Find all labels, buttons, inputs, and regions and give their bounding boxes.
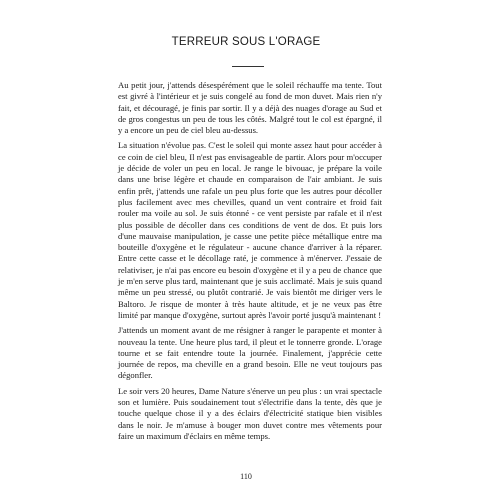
chapter-title: TERREUR SOUS L'ORAGE (171, 36, 321, 48)
paragraph: La situation n'évolue pas. C'est le soleil qui monte assez haut pour accéder à ce coin de ciel bleu, Il n'est pas envisageable de partir. Alors pour m'occuper je décide de voler un peu en local. Je range le bivouac, je prépare la voile dans une brise légère et chaude en comparaison de l'air ambiant. Je suis enfin prêt, j'attends une rafale un peu plus forte que les autres pour décoller plus facilement avec mes chevilles, quand un vent contraire et froid fait rouler ma voile au sol. Je suis étonné - ce vent persiste par rafale et il n'est plus possible de décoller dans ces conditions de vent de dos. Et puis lors d'une mauvaise manipulation, je casse une petite pièce métallique entre ma bouteille d'oxygène et le régulateur - aucune chance d'arriver à la réparer. Entre cette casse et le décollage raté, je commence à m'énerver. J'essaie de relativiser, je n'ai pas encore eu besoin d'oxygène et il y a peu de chance que je m'en serve plus tard, maintenant que je suis acclimaté. Mais je suis quand même un peu stressé, ou plutôt contrarié. Je vais bientôt me diriger vers le Baltoro. Je risque de monter à très haute altitude, et je ne veux pas être limité par manque d'oxygène, surtout après l'avoir porté jusqu'à maintenant ! (118, 140, 382, 320)
paragraph: Au petit jour, j'attends désespérément que le soleil réchauffe ma tente. Tout est givré à l'intérieur et je suis congelé au fond de mon duvet. Mais rien n'y fait, et découragé, je finis par sortir. Il y a déjà des nuages d'orage au Sud et de gros congestus un peu de tous les côtés. Malgré tout le col est épargné, il y a encore un peu de ciel bleu au-dessus. (118, 80, 382, 136)
body-text (118, 80, 382, 446)
paragraph: Le soir vers 20 heures, Dame Nature s'énerve un peu plus : un vrai spectacle son et lumière. Puis soudainement tout s'électrifie dans la tente, dès que je touche quelque chose il y a des éclairs d'électricité statique bien visibles dans le noir. Je m'amuse à bouger mon duvet contre mes vêtements pour faire un maximum d'éclairs en même temps. (118, 385, 382, 441)
paragraph: J'attends un moment avant de me résigner à ranger le parapente et monter à nouveau la tente. Une heure plus tard, il pleut et le tonnerre gronde. L'orage tourne et se fait entendre toute la journée. Finalement, j'apprécie cette journée de repos, ma cheville en a grand besoin. Elle ne veut toujours pas dégonfler. (118, 325, 382, 381)
title-underline (232, 66, 264, 67)
page-number: 110 (240, 472, 252, 481)
